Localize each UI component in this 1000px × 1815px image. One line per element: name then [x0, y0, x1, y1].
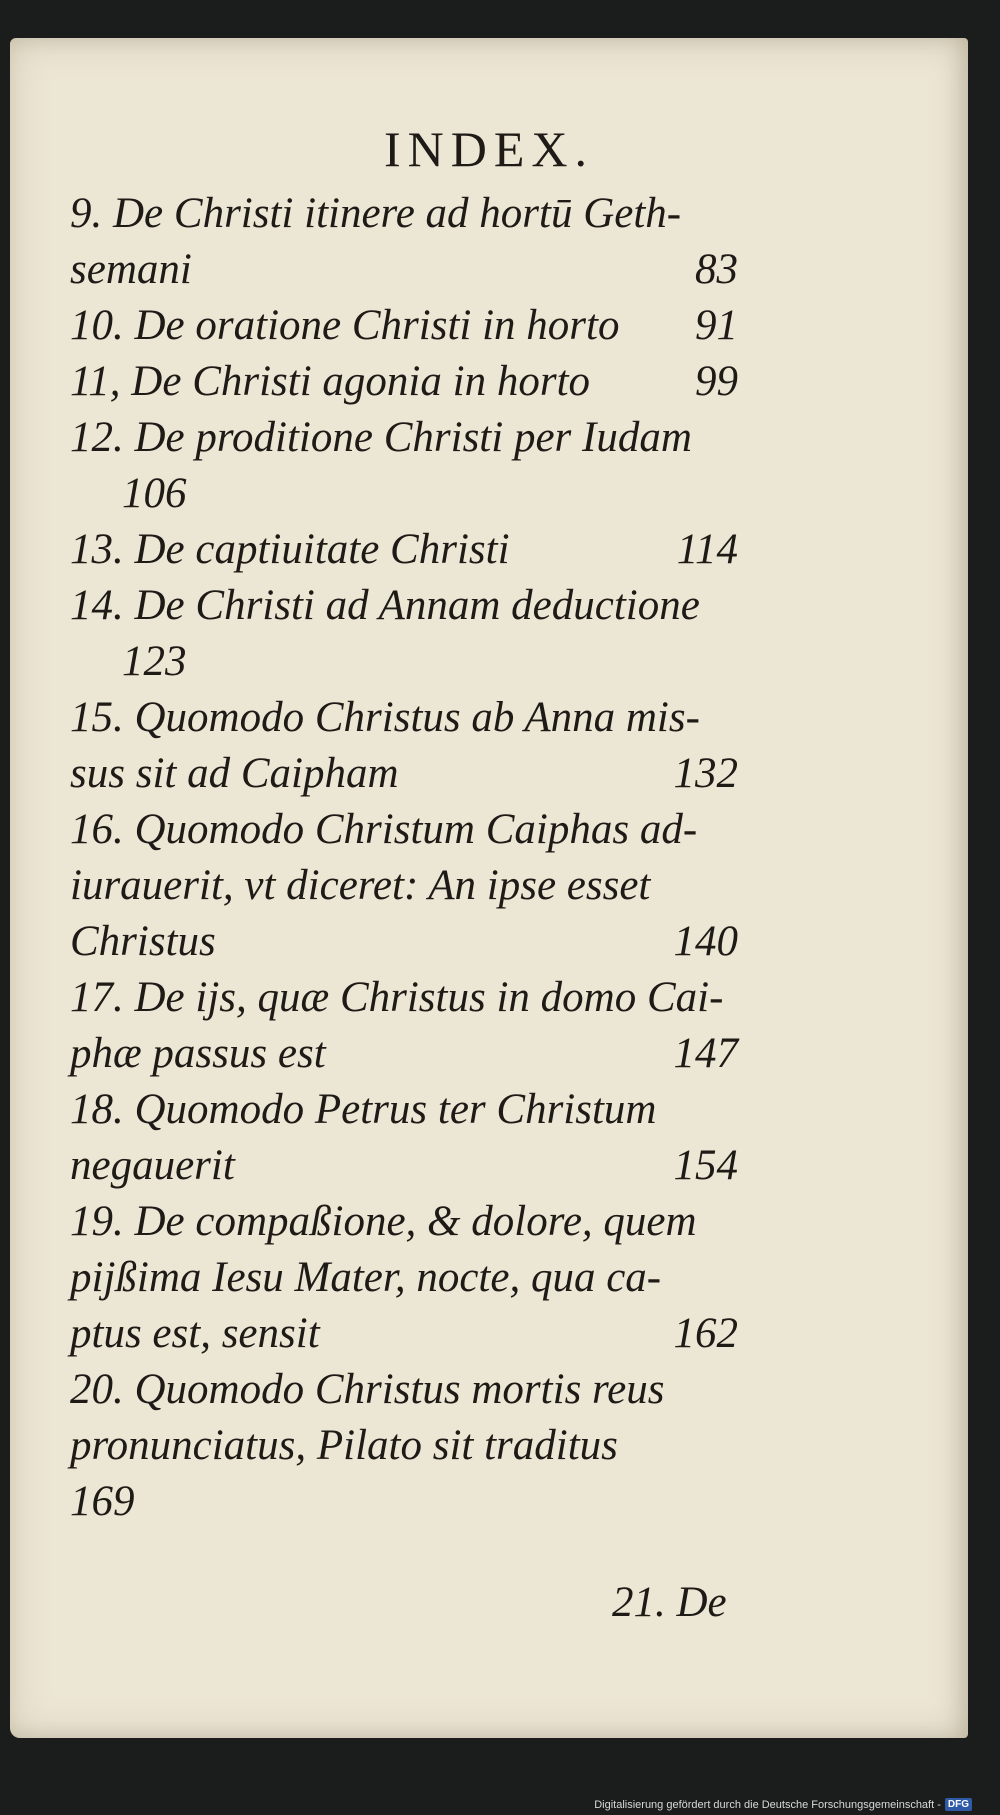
entry-line [70, 242, 738, 298]
entry-text: 17. De ijs, quæ Christus in domo Cai- [70, 974, 724, 1021]
entry-line [70, 410, 738, 466]
entry-line [70, 354, 738, 410]
entry-line [70, 746, 738, 802]
page-number: 132 [673, 750, 738, 797]
page-number: 123 [122, 638, 187, 685]
entry-line [70, 186, 738, 242]
entry-text: negauerit [70, 1142, 235, 1189]
page-number: 114 [676, 526, 738, 573]
entry-line [70, 522, 738, 578]
entry-text: ptus est, sensit [70, 1310, 320, 1357]
entry-text: 16. Quomodo Christum Caiphas ad- [70, 806, 698, 853]
entry-line [70, 1306, 738, 1362]
entry-text: 15. Quomodo Christus ab Anna mis- [70, 694, 700, 741]
entry-text: 20. Quomodo Christus mortis reus [70, 1366, 665, 1413]
entry-line [70, 298, 738, 354]
entry-text: iurauerit, vt diceret: An ipse esset [70, 862, 651, 909]
entry-line [70, 802, 738, 858]
index-entry [70, 970, 738, 1082]
entry-text: Christus [70, 918, 216, 965]
page-number: 162 [673, 1310, 738, 1357]
page-number: 147 [673, 1030, 738, 1077]
entry-line [70, 914, 738, 970]
page-number: 106 [122, 470, 187, 517]
digitization-credit [594, 1798, 972, 1811]
entry-text: 12. De proditione Christi per Iudam [70, 414, 692, 461]
entry-line [70, 1250, 738, 1306]
entry-text: pronunciatus, Pilato sit traditus [70, 1422, 618, 1469]
entry-text: 11, De Christi agonia in horto [70, 358, 591, 405]
entry-text: pijßima Iesu Mater, nocte, qua ca- [70, 1254, 662, 1301]
entry-text: 13. De captiuitate Christi [70, 526, 510, 573]
index-entry [70, 1194, 738, 1362]
index-entry [70, 186, 738, 298]
entry-line [70, 1082, 738, 1138]
entry-line [70, 578, 738, 634]
credit-text: Digitalisierung gefördert durch die Deutsche Forschungsgemeinschaft - [594, 1798, 941, 1811]
entry-text: 14. De Christi ad Annam deductione [70, 582, 700, 629]
entry-line [70, 858, 738, 914]
entry-text: sus sit ad Caipham [70, 750, 399, 797]
index-entry [70, 298, 738, 354]
index-entry [70, 802, 738, 970]
entry-text: 18. Quomodo Petrus ter Christum [70, 1086, 657, 1133]
book-page [10, 38, 968, 1738]
entry-line [70, 1362, 738, 1418]
entry-text: 9. De Christi itinere ad hortū Geth- [70, 190, 682, 237]
entry-line [70, 1194, 738, 1250]
entry-line [70, 634, 738, 690]
entry-line [70, 1474, 738, 1530]
entry-line [70, 1418, 738, 1474]
entry-text: semani [70, 246, 192, 293]
catchword: 21. De [612, 1579, 727, 1626]
entry-text: 19. De compaßione, & dolore, quem [70, 1198, 697, 1245]
entry-line [70, 1138, 738, 1194]
entry-text: 10. De oratione Christi in horto [70, 302, 620, 349]
page-title: INDEX. [383, 121, 595, 177]
page-number: 140 [673, 918, 738, 965]
index-entry [70, 1362, 738, 1530]
index-entries [70, 186, 738, 1530]
entry-line [70, 970, 738, 1026]
entry-line [70, 1026, 738, 1082]
page-number: 83 [695, 246, 738, 293]
entry-line [70, 466, 738, 522]
page-number: 91 [695, 302, 738, 349]
index-entry [70, 1082, 738, 1194]
index-entry [70, 410, 738, 522]
page-number: 154 [673, 1142, 738, 1189]
index-entry [70, 354, 738, 410]
index-entry [70, 578, 738, 690]
page-number: 169 [70, 1478, 135, 1525]
page-number: 99 [695, 358, 738, 405]
entry-line [70, 690, 738, 746]
index-entry [70, 522, 738, 578]
entry-text: phæ passus est [70, 1030, 326, 1077]
dfg-logo: DFG [945, 1798, 972, 1811]
index-entry [70, 690, 738, 802]
